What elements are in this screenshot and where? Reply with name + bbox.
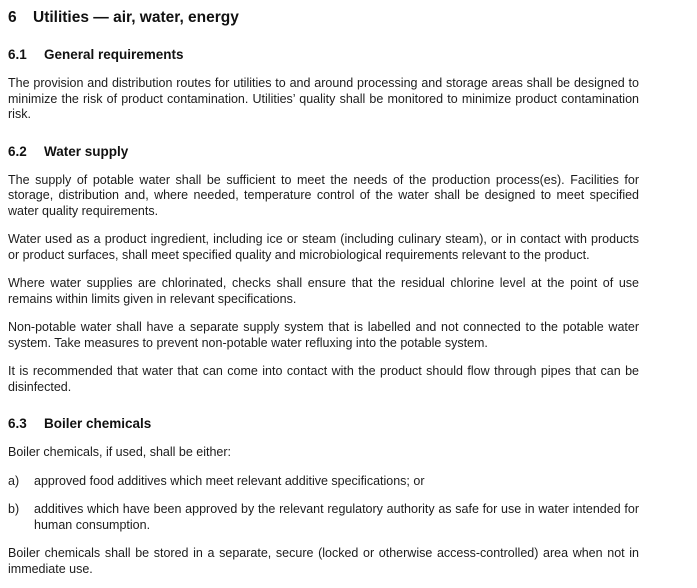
list-item-text: approved food additives which meet relevant additive specifications; or [34,473,425,488]
subsection-heading-6-1 [8,47,639,63]
subsection-title: Boiler chemicals [44,416,152,431]
section-number: 6 [8,9,17,26]
list-item-b [8,502,639,533]
paragraph: Water used as a product ingredient, including ice or steam (including culinary steam), or in contact with products or product surfaces, shall meet specified quality and microbiological requirements relevant to the product. [8,232,639,262]
subsection-number: 6.1 [8,47,27,62]
list-item-a [8,474,639,490]
list-item-text: additives which have been approved by the relevant regulatory authority as safe for use in water intended for human consumption. [34,502,639,532]
paragraph: The provision and distribution routes for utilities to and around processing and storage areas shall be designed to minimize the risk of product contamination. Utilities’ quality shall be monitored to minimize product contamination risk. [8,76,639,121]
list-marker: a) [8,473,20,488]
subsection-heading-6-3 [8,416,639,432]
paragraph: Boiler chemicals, if used, shall be either: [8,445,232,459]
subsection-number: 6.2 [8,143,27,159]
paragraph: It is recommended that water that can come into contact with the product should flow through pipes that can be disinfected. [8,364,639,394]
paragraph: Non-potable water shall have a separate supply system that is labelled and not connected to the potable water system. Take measures to prevent non-potable water refluxing into the potable system. [8,320,639,350]
subsection-heading-6-2 [8,144,639,160]
list-marker: b) [8,502,20,516]
subsection-number: 6.3 [8,416,27,431]
paragraph: Boiler chemicals shall be stored in a separate, secure (locked or otherwise access-controlled) area when not in immediate use. [8,546,639,576]
section-title: Utilities — air, water, energy [33,9,239,26]
section-heading [8,9,639,26]
subsection-title: Water supply [44,143,129,159]
subsection-title: General requirements [44,47,184,62]
paragraph: The supply of potable water shall be sufficient to meet the needs of the production process(es). Facilities for storage, distribution and, where needed, temperature control of the water shall be designed to meet specified water quality requirements. [8,172,639,218]
paragraph: Where water supplies are chlorinated, checks shall ensure that the residual chlorine level at the point of use remains within limits given in relevant specifications. [8,276,639,306]
